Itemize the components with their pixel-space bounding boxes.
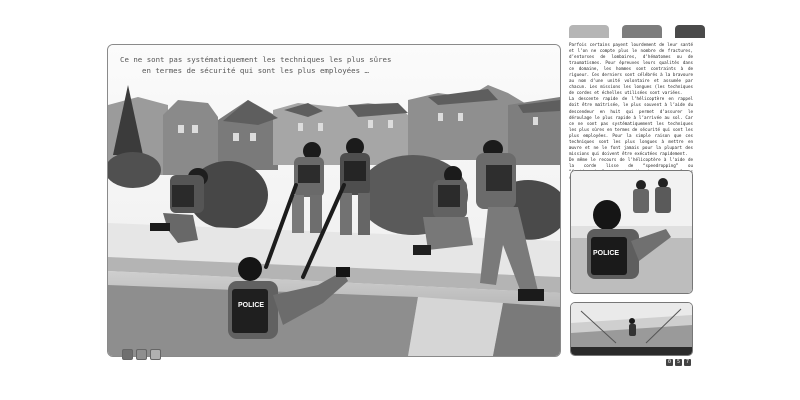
article-text-column <box>569 42 693 181</box>
page-digit-3: 7 <box>685 359 689 365</box>
main-photo <box>107 44 561 357</box>
slide-nav-dots <box>122 349 161 360</box>
tab-light[interactable] <box>569 25 609 38</box>
article-paragraph-1: Parfois certains payent lourdement de leur santé et l’on ne compte plus le nombre de fractures, d’entorses de lombaires, d’hématomes ou de traumatismes. Pour épreuves leurs qualités dans ce domaine, les hommes sont contraints à de rigueur. Ces derniers sont célébrés à la bravoure au nom d’une unité volontaire et assumée par chacun. Les missions les longues (les techniques de cordes et échelles utilisées sont variées. <box>569 42 693 96</box>
page-number <box>666 359 691 366</box>
photo-quote <box>120 55 420 76</box>
article-paragraph-2: La descente rapide de l’hélicoptère en rappel doit être maîtrisée, le plus souvent à l’aide du descendeur en huit qui permet d’assurer le déroulage le plus rapide à l’arrivée au sol. Car ce ne sont pas systématiquement les techniques les plus sûres en termes de sécurité qui sont les plus employées. Pour la simple raison que ces techniques sont les plus longues à mettre en œuvre et ne le font jamais pour la plupart des missions qui doivent être exécutées rapidement. <box>569 96 693 156</box>
thumbnail-photo-2 <box>571 303 692 355</box>
nav-dot-2[interactable] <box>136 349 147 360</box>
article-paragraph-3: De même le recours de l’hélicoptère à l’aide de la corde lisse de “speedropping” ou <box>569 156 693 168</box>
quote-line-1: Ce ne sont pas systématiquement les techniques les plus sûres <box>120 55 392 64</box>
section-tabs <box>569 25 705 38</box>
nav-dot-3[interactable] <box>150 349 161 360</box>
quote-line-2: en termes de sécurité qui sont les plus employées … <box>142 65 369 75</box>
nav-dot-1[interactable] <box>122 349 133 360</box>
thumbnail-photo-1 <box>571 171 692 293</box>
tab-dark[interactable] <box>675 25 705 38</box>
page-digit-1: 0 <box>667 359 671 365</box>
svg-text:POLICE: POLICE <box>593 250 620 257</box>
page-digit-2: 5 <box>676 359 680 365</box>
svg-text:POLICE: POLICE <box>238 302 265 309</box>
thumbnail-police-operator[interactable] <box>570 170 693 294</box>
thumbnail-rappel[interactable] <box>570 302 693 356</box>
rooftop-assault-photo <box>108 45 560 356</box>
tab-medium[interactable] <box>622 25 662 38</box>
